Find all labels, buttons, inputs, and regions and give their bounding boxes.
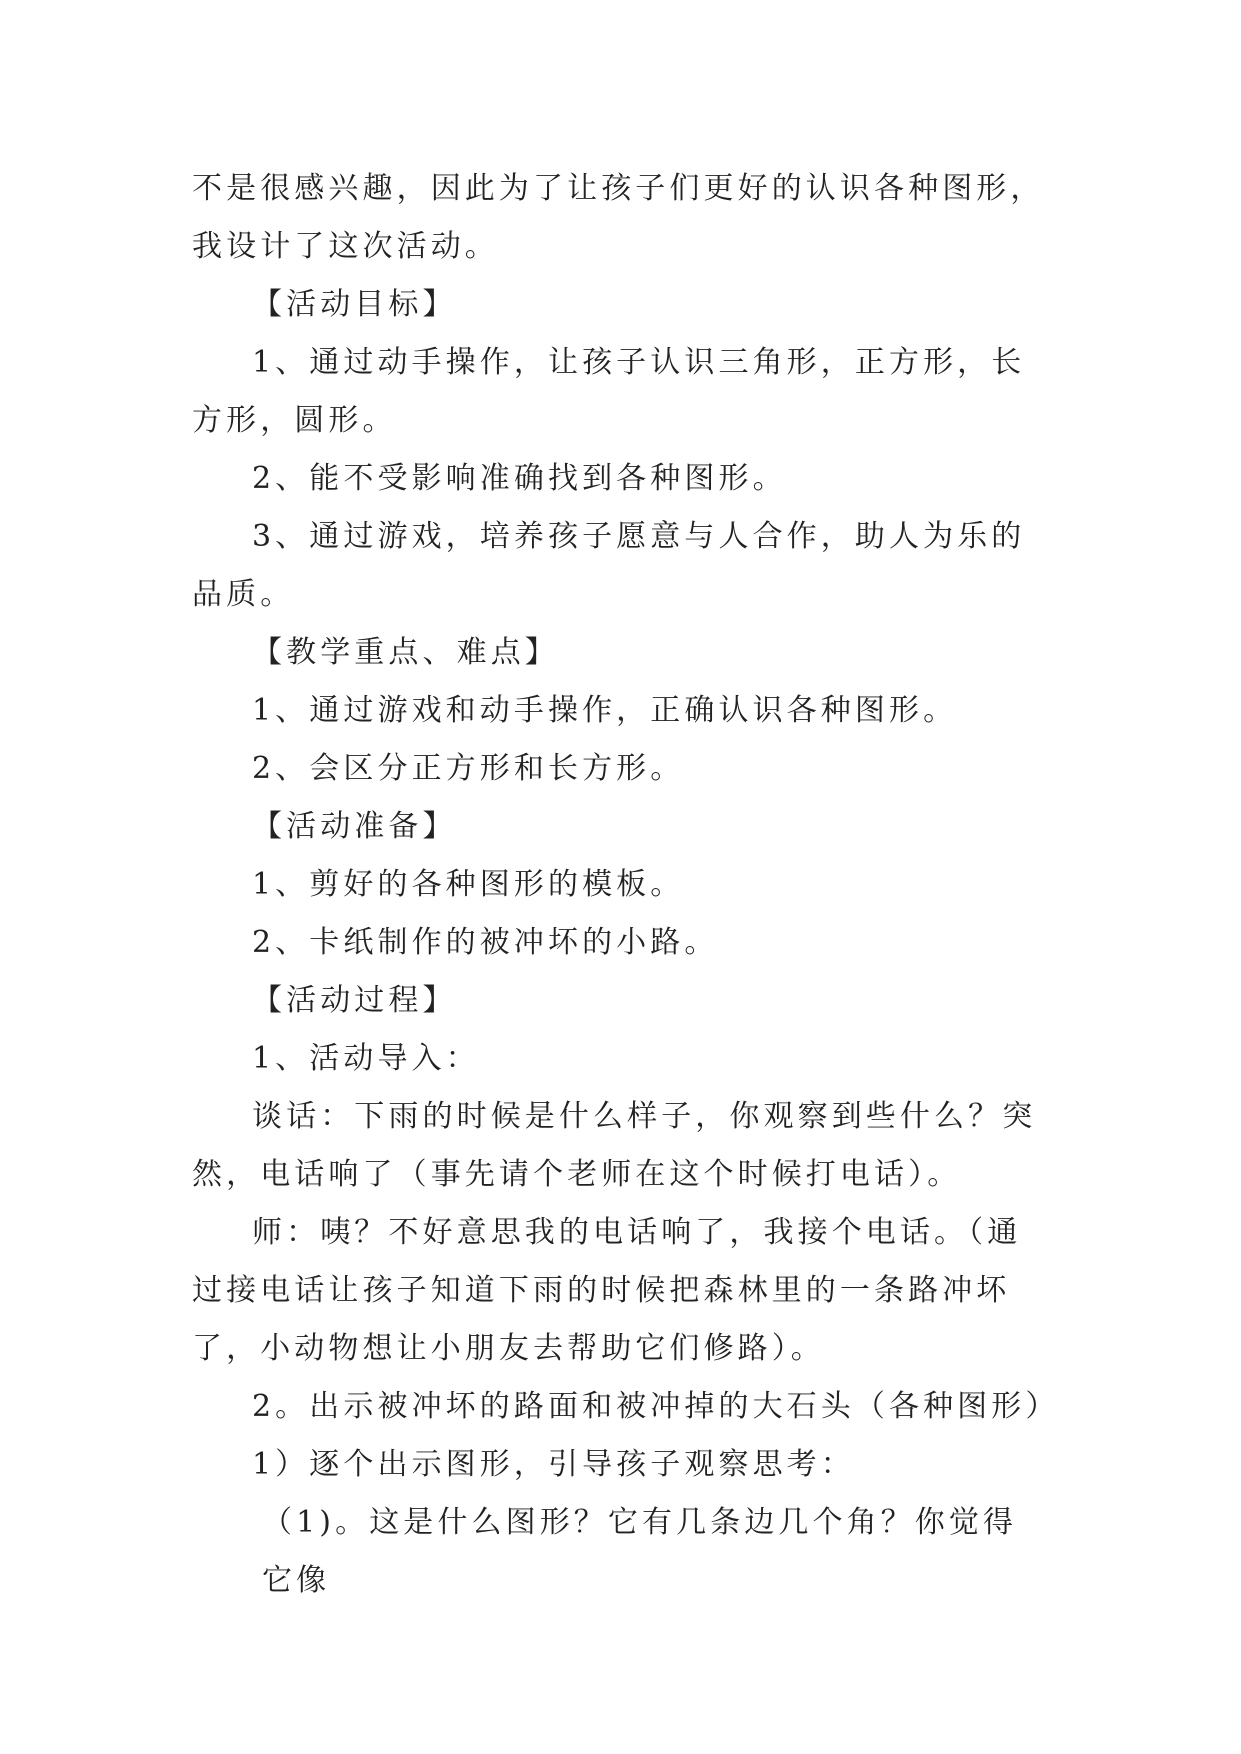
process-question-1: （1)。这是什么图形？它有几条边几个角？你觉得它像: [262, 1505, 1018, 1598]
goal-item-3: 3、通过游戏，培养孩子愿意与人合作，助人为乐的品质。: [192, 519, 1026, 612]
body-paragraph-intro: 不是很感兴趣，因此为了让孩子们更好的认识各种图形，我设计了这次活动。: [192, 171, 1045, 264]
key-point-item-1: 1、通过游戏和动手操作，正确认识各种图形。: [252, 693, 958, 728]
preparation-item-1: 1、剪好的各种图形的模板。: [252, 867, 685, 902]
process-dialogue-talk: 谈话：下雨的时候是什么样子，你观察到些什么？突然，电话响了（事先请个老师在这个时候打电话）。: [192, 1099, 1037, 1192]
process-step-2: 2。出示被冲坏的路面和被冲掉的大石头（各种图形）: [252, 1389, 1060, 1424]
preparation-item-2: 2、卡纸制作的被冲坏的小路。: [252, 925, 719, 960]
goal-item-2: 2、能不受影响准确找到各种图形。: [252, 461, 787, 496]
section-heading-process: 【活动过程】: [252, 983, 457, 1018]
process-substep-1: 1）逐个出示图形，引导孩子观察思考：: [252, 1447, 855, 1482]
section-heading-preparation: 【活动准备】: [252, 809, 457, 844]
key-point-item-2: 2、会区分正方形和长方形。: [252, 751, 685, 786]
section-heading-goals: 【活动目标】: [252, 287, 457, 322]
document-page: [192, 160, 1060, 1610]
section-heading-key-points: 【教学重点、难点】: [252, 635, 559, 670]
process-dialogue-teacher: 师：咦？不好意思我的电话响了，我接个电话。（通过接电话让孩子知道下雨的时候把森林里的一条路冲坏了，小动物想让小朋友去帮助它们修路）。: [192, 1215, 1022, 1366]
process-step-1: 1、活动导入：: [252, 1041, 480, 1076]
goal-item-1: 1、通过动手操作，让孩子认识三角形，正方形，长方形，圆形。: [192, 345, 1026, 438]
